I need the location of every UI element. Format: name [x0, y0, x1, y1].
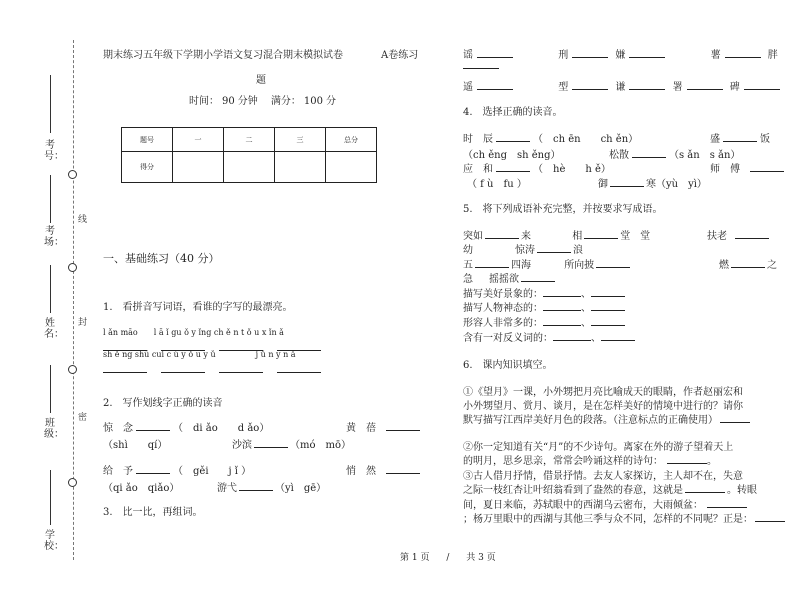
score-label: 满分： — [270, 96, 301, 107]
question-3: 3. 比一比，再组词。 — [103, 507, 203, 518]
score-value: 100 — [303, 96, 324, 107]
q4-line2: （ch ěng sh ěng） — [463, 150, 561, 161]
field-school-line — [50, 470, 51, 525]
score-row-label: 得分 — [122, 152, 173, 183]
q2-line2 — [103, 436, 167, 451]
cut-mark-secret: 密 — [78, 413, 88, 423]
q4-line3: 应 和 （ hè h ě） — [463, 160, 611, 175]
q2-options: （ di ǎo d ǎo） — [173, 423, 270, 434]
q6-p3-line3: 间，夏日来临，苏轼眼中的西湖乌云密布，大雨倾盆： — [463, 496, 747, 511]
q2-options: （mó mō） — [290, 440, 352, 451]
q4-line1c: 盛 饭 — [710, 130, 770, 145]
q6-p1-line3: 默写描写江西岸美好月色的段落。（注意标点的正确使用） — [463, 411, 750, 426]
page-number: 第 1 页 — [400, 553, 430, 563]
binding-hole — [68, 170, 77, 179]
question-5: 5. 将下列成语补充完整，并按要求写成语。 — [463, 204, 663, 215]
q2-word: 沙滨 — [232, 440, 252, 451]
q2-word: 惊 念 — [103, 423, 133, 434]
q2-line4b — [217, 479, 326, 494]
time-unit: 分钟 — [237, 96, 258, 107]
q6-p1-line1: ①《望月》一课，小外甥把月亮比喻成天的眼睛，作者赵丽宏和 — [463, 387, 743, 398]
time-value: 90 — [222, 96, 235, 107]
q2-line1 — [103, 419, 269, 434]
q2-line4 — [103, 479, 179, 494]
field-exam-room-line — [50, 175, 51, 223]
q2-options: （qi ǎo qiǎo） — [103, 483, 180, 494]
q5-req-2: 描写人物神态的： 、 — [463, 299, 625, 314]
page-total: 共 3 页 — [466, 553, 496, 563]
time-info — [189, 92, 336, 107]
score-header-cell: 一 — [173, 128, 224, 152]
score-header-cell: 总分 — [326, 128, 377, 152]
binding-hole — [68, 478, 77, 487]
q4-line1: 时 辰 （ ch ēn ch ěn） — [463, 130, 638, 145]
q2-word: 游弋 — [217, 483, 237, 494]
question-6: 6. 课内知识填空。 — [463, 360, 553, 371]
paper-type: A卷练习 — [381, 50, 419, 61]
q3-words-row2: 遥 型 谦 署 碑 — [463, 78, 780, 93]
q4-line4b: 御 寒（yù yì） — [598, 175, 707, 190]
score-header-cell: 题号 — [122, 128, 173, 152]
q6-p3-line2: 之际一枝红杏让叶绍翁看到了盎然的春意，这就是 。转眼 — [463, 481, 757, 496]
q2-word: 给 予 — [103, 466, 133, 477]
exam-title: 期末练习五年级下学期小学语文复习混合期末模拟试卷 — [103, 50, 343, 61]
score-header-cell: 三 — [275, 128, 326, 152]
q5-line1e: 扶老 — [707, 227, 769, 242]
binding-hole — [68, 365, 77, 374]
cut-mark-seal: 封 — [78, 318, 88, 328]
field-school: 学校： — [44, 530, 64, 552]
q5-line3d: 燃 之 — [719, 256, 777, 271]
q2-word: 黄 蓓 — [346, 423, 376, 434]
field-name: 姓名： — [44, 318, 64, 340]
cut-mark-line: 线 — [78, 215, 88, 225]
page-separator: / — [446, 553, 450, 563]
q5-req-1: 描写美好景象的： 、 — [463, 285, 625, 300]
q6-p3-line4: ；杨万里眼中的西湖与其他三季与众不同，怎样的不同呢？正是： — [463, 510, 785, 525]
field-name-line — [50, 265, 51, 313]
q5-line1: 突如 来 相 堂 堂 — [463, 227, 650, 242]
q4-line4: （ f ù fu ） — [467, 179, 527, 190]
q6-p1-line2: 小外甥望月、赏月、谈月，是在怎样美好的情境中进行的？请你 — [463, 401, 743, 412]
q6-p3-line1: ③古人借月抒情，借景抒情。去友人家探访，主人却不在，失意 — [463, 471, 743, 482]
field-exam-number-line — [50, 75, 51, 133]
score-header-cell: 二 — [224, 128, 275, 152]
q2-line2b — [232, 436, 351, 451]
q4-line3c: 师 傅 — [710, 160, 784, 175]
q4-line2b: 松散 （s ǎn s ǎn） — [609, 146, 740, 161]
binding-hole — [68, 263, 77, 272]
q1-answer-lines — [103, 362, 321, 376]
q2-line3 — [103, 462, 251, 477]
q3-words-row1: 谣 刑 嫌 薯 胖 — [463, 46, 778, 61]
score-unit: 分 — [326, 96, 337, 107]
field-exam-room: 考场： — [44, 226, 64, 248]
question-4: 4. 选择正确的读音。 — [463, 107, 563, 118]
q2-line3c — [346, 462, 420, 477]
score-cell[interactable] — [275, 152, 326, 183]
q2-options: （shì qí） — [103, 440, 168, 451]
q2-line1c — [346, 419, 420, 434]
q5-req-3: 形容人非常多的： 、 — [463, 314, 625, 329]
field-exam-number: 考号： — [44, 140, 64, 162]
q6-p2-line1: ②你一定知道有关“月”的不少诗句。离家在外的游子望着天上 — [463, 442, 734, 453]
section-title: 一、基础练习（40 分） — [103, 252, 220, 265]
q6-p2-line2: 的明月，思乡思亲，常常会吟诵这样的诗句： 。 — [463, 452, 717, 467]
field-class-line — [50, 365, 51, 413]
q5-line4: 急 摇摇欲 — [463, 270, 555, 285]
question-2: 2. 写作划线字正确的读音 — [103, 398, 223, 409]
score-table — [121, 127, 377, 183]
q5-req-4: 含有一对反义词的： 、 — [463, 329, 635, 344]
q1-pinyin-row2: sh ě ng shū cui c ù y ǒ u y ǔ j ǔ n y n ǎ — [103, 350, 296, 359]
score-cell[interactable] — [173, 152, 224, 183]
time-label: 时间： — [189, 96, 219, 107]
page-footer — [400, 550, 496, 563]
q2-options: （ gěi j ǐ ） — [173, 466, 252, 477]
score-cell[interactable] — [326, 152, 377, 183]
q5-line2: 幼 惊涛 浪 — [463, 241, 583, 256]
field-class: 班级： — [44, 418, 64, 440]
q5-line3: 五 四海 所向披 — [463, 256, 630, 271]
q2-options: （yì gē） — [275, 483, 327, 494]
q2-word: 悄 然 — [346, 466, 376, 477]
q1-pinyin-row1: l ǎn māo l ā ǐ gu ǒ y ǐng ch ě n t ǒ u x ǐn ǎ — [103, 328, 284, 337]
question-1: 1. 看拼音写词语，看谁的字写的最漂亮。 — [103, 302, 293, 313]
exam-title-cont: 题 — [256, 75, 266, 86]
q3-extra-line — [463, 58, 499, 72]
score-cell[interactable] — [224, 152, 275, 183]
